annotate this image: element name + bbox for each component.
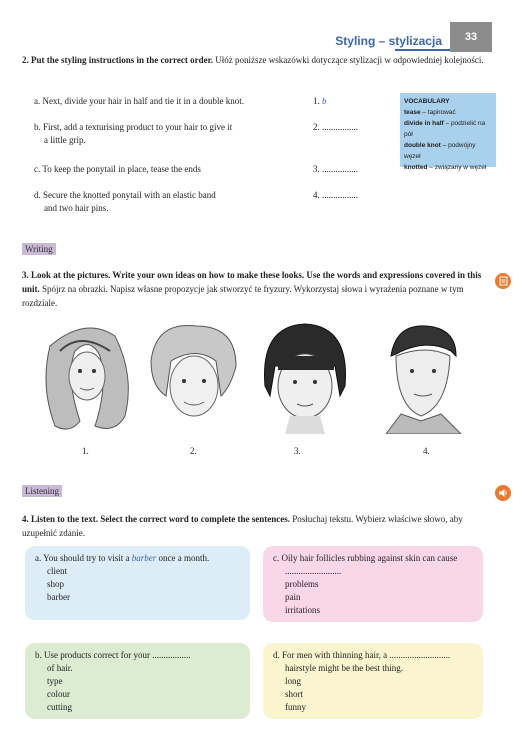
task2-answer-c[interactable]: 3. ................ [313, 164, 358, 174]
task2-item-a: a. Next, divide your hair in half and tie it in a double knot. [34, 96, 244, 106]
option-problems[interactable]: problems [285, 579, 319, 589]
answer-box-d [263, 643, 483, 719]
header-underline [395, 49, 453, 51]
vocabulary-heading: VOCABULARY [404, 98, 450, 105]
vocab-entry: knotted – związany w węzeł [404, 164, 487, 171]
vocab-entry: divide in half – podzielić na pół [404, 120, 486, 138]
option-pain[interactable]: pain [285, 592, 301, 602]
box-c-line2: ......................... [285, 566, 342, 576]
option-client[interactable]: client [47, 566, 67, 576]
box-c-line1: c. Oily hair follicles rubbing against skin can cause [273, 553, 458, 563]
option-irritations[interactable]: irritations [285, 605, 320, 615]
vocab-entry: tease – tapirować [404, 109, 456, 116]
option-short[interactable]: short [285, 689, 303, 699]
task2-item-d: d. Secure the knotted ponytail with an elastic band and two hair pins. [34, 190, 216, 213]
task2-answer-d[interactable]: 4. ................ [313, 190, 358, 200]
option-barber[interactable]: barber [47, 592, 70, 602]
answer-box-a [25, 546, 250, 620]
box-d-line2: hairstyle might be the best thing. [285, 663, 403, 673]
hairstyle-image-1 [30, 316, 142, 434]
task2-title [22, 53, 492, 67]
picture-label-4: 4. [423, 446, 430, 456]
picture-label-3: 3. [294, 446, 301, 456]
option-colour[interactable]: colour [47, 689, 70, 699]
hairstyle-image-4 [366, 316, 478, 434]
answer-box-c [263, 546, 483, 622]
answer-box-b [25, 643, 250, 719]
vocabulary-box [400, 93, 496, 171]
picture-label-2: 2. [190, 446, 197, 456]
box-b-line2: of hair. [47, 663, 73, 673]
hairstyle-image-2 [136, 316, 248, 434]
box-b-line1: b. Use products correct for your ................. [35, 650, 191, 660]
notepad-icon [495, 273, 511, 289]
task2-answer-b[interactable]: 2. ................ [313, 122, 358, 132]
task2-title-bold: 2. Put the styling instructions in the correct order. [22, 55, 213, 65]
option-cutting[interactable]: cutting [47, 702, 72, 712]
speaker-icon[interactable] [495, 485, 511, 501]
option-type[interactable]: type [47, 676, 63, 686]
writing-section-label: Writing [22, 243, 56, 255]
task4-title: 4. Listen to the text. Select the correct word to complete the sentences. Posłuchaj tekstu. Wybierz właściwe słowo, aby uzupełnić zdanie. [22, 514, 463, 538]
task3-title: 3. Look at the pictures. Write your own ideas on how to make these looks. Use the words and expressions covered in this unit. Spójrz na obrazki. Napisz własne propozycje jak stworzyć te fryzury. Wykorzystaj słowa i wyrażenia poznane w tym rozdziale. [22, 270, 482, 308]
hairstyle-image-3 [250, 316, 362, 434]
picture-label-1: 1. [82, 446, 89, 456]
option-shop[interactable]: shop [47, 579, 65, 589]
option-funny[interactable]: funny [285, 702, 306, 712]
task2-item-c: c. To keep the ponytail in place, tease the ends [34, 164, 201, 174]
page-number: 33 [450, 22, 492, 52]
task2-item-b: b. First, add a texturising product to your hair to give it a little grip. [34, 122, 233, 145]
page-header-title: Styling – stylizacja [335, 34, 442, 48]
task2-title-rest: Ułóż poniższe wskazówki dotyczące stylizacji w odpowiedniej kolejności. [212, 55, 484, 65]
box-a-sentence: a. You should try to visit a barber once a month. [35, 553, 210, 563]
listening-section-label: Listening [22, 485, 62, 497]
vocab-entry: double knot – podwójny węzeł [404, 142, 476, 160]
option-long[interactable]: long [285, 676, 302, 686]
task2-answer-a[interactable]: 1. b [313, 96, 327, 106]
box-d-line1: d. For men with thinning hair, a ........................... [273, 650, 451, 660]
